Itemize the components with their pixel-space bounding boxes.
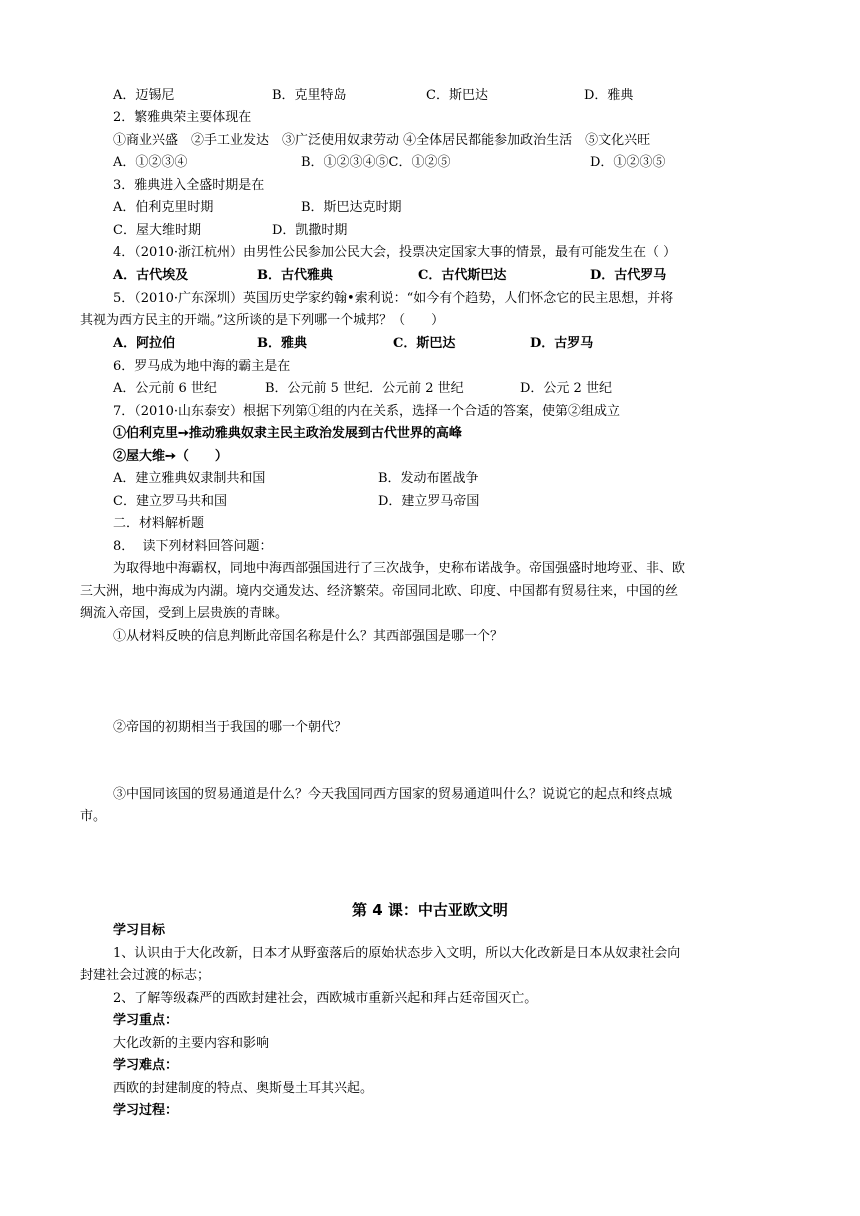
q8-material-line-3: 绸流入帝国，受到上层贵族的青睐。 — [80, 606, 289, 621]
goal-1-line-1: 1、认识由于大化改新，日本才从野蛮落后的原始状态步入文明，所以大化改新是日本从奴隶社会向 — [113, 946, 681, 961]
q7-option-d: D．建立罗马帝国 — [378, 494, 480, 509]
goal-2: 2、了解等级森严的西欧封建社会，西欧城市重新兴起和拜占廷帝国灭亡。 — [113, 991, 538, 1006]
q3-stem: 3．雅典进入全盛时期是在 — [113, 178, 265, 193]
goals-label: 学习目标 — [113, 923, 166, 938]
q5-option-d: D．古罗马 — [530, 336, 594, 351]
q2-stem: 2．繁雅典荣主要体现在 — [113, 110, 252, 125]
q7-relation-2: ②屋大维➙（ ） — [113, 449, 228, 464]
q8-material-line-1: 为取得地中海霸权，同地中海西部强国进行了三次战争，史称布诺战争。帝国强盛时地垮亚、非、欧 — [113, 561, 686, 576]
q7-relation-1: ①伯利克里➙推动雅典奴隶主民主政治发展到古代世界的高峰 — [113, 426, 462, 441]
q6-option-d: D．公元 2 世纪 — [520, 381, 612, 396]
q8-material-line-2: 三大洲，地中海成为内湖。境内交通发达、经济繁荣。帝国同北欧、印度、中国都有贸易往来，中国的丝 — [80, 584, 679, 599]
q5-option-a: A．阿拉伯 — [113, 336, 176, 351]
q2-option-d: D．①②③⑤ — [590, 155, 666, 170]
q4-option-d: D．古代罗马 — [590, 268, 667, 283]
q6-stem: 6．罗马成为地中海的霸主是在 — [113, 359, 291, 374]
q8-subquestion-2: ②帝国的初期相当于我国的哪一个朝代？ — [113, 720, 348, 735]
q1-option-d: D．雅典 — [584, 88, 634, 103]
q4-stem: 4．（2010·浙江杭州）由男性公民参加公民大会，投票决定国家大事的情景，最有可能发生在（ ） — [113, 245, 677, 260]
q5-option-b: B．雅典 — [257, 336, 307, 351]
q8-stem: 8． 读下列材料回答问题： — [113, 539, 273, 554]
q5-line2: 其视为西方民主的开端。”这所谈的是下列哪一个城邦？（ ） — [80, 313, 445, 328]
q4-option-c: C．古代斯巴达 — [418, 268, 507, 283]
q8-subquestion-3-line-2: 市。 — [80, 809, 107, 824]
q1-option-a: A．迈锡尼 — [113, 88, 175, 103]
key-points-text: 大化改新的主要内容和影响 — [113, 1036, 270, 1051]
difficulties-text: 西欧的封建制度的特点、奥斯曼土耳其兴起。 — [113, 1081, 374, 1096]
q3-option-d: D．凯撒时期 — [272, 223, 348, 238]
q2-option-a: A．①②③④ — [113, 155, 188, 170]
q7-option-c: C．建立罗马共和国 — [113, 494, 227, 509]
q5-line1: 5．（2010·广东深圳）英国历史学家约翰•索利说：“如今有个趋势，人们怀念它的民主思想，并将 — [113, 291, 674, 306]
process-label: 学习过程： — [113, 1103, 179, 1118]
key-points-label: 学习重点： — [113, 1013, 179, 1028]
q7-option-a: A．建立雅典奴隶制共和国 — [113, 471, 266, 486]
q3-option-c: C．屋大维时期 — [113, 223, 201, 238]
q1-option-b: B．克里特岛 — [272, 88, 347, 103]
goal-1-line-2: 封建社会过渡的标志； — [80, 968, 211, 983]
section-2-heading: 二．材料解析题 — [113, 516, 205, 531]
q8-subquestion-3-line-1: ③中国同该国的贸易通道是什么？今天我国同西方国家的贸易通道叫什么？说说它的起点和终点城 — [113, 787, 673, 802]
q3-option-b: B．斯巴达克时期 — [301, 200, 402, 215]
q6-option-a: A．公元前 6 世纪 — [113, 381, 217, 396]
q2-option-bc: B．①②③④⑤C．①②⑤ — [301, 155, 451, 170]
q4-option-a: A．古代埃及 — [113, 268, 189, 283]
q5-option-c: C．斯巴达 — [393, 336, 456, 351]
q3-option-a: A．伯利克里时期 — [113, 200, 214, 215]
q7-stem: 7．（2010·山东泰安）根据下列第①组的内在关系，选择一个合适的答案，使第②组成立 — [113, 404, 620, 419]
q2-items: ①商业兴盛 ②手工业发达 ③广泛使用奴隶劳动 ④全体居民都能参加政治生活 ⑤文化兴旺 — [113, 133, 651, 148]
q7-option-b: B．发动布匿战争 — [378, 471, 479, 486]
difficulties-label: 学习难点： — [113, 1058, 179, 1073]
q6-option-bc: B．公元前 5 世纪．公元前 2 世纪 — [265, 381, 464, 396]
lesson-title: 第 4 课：中古亚欧文明 — [352, 901, 508, 919]
q8-subquestion-1: ①从材料反映的信息判断此帝国名称是什么？其西部强国是哪一个？ — [113, 629, 504, 644]
q1-option-c: C．斯巴达 — [426, 88, 488, 103]
q4-option-b: B．古代雅典 — [257, 268, 333, 283]
